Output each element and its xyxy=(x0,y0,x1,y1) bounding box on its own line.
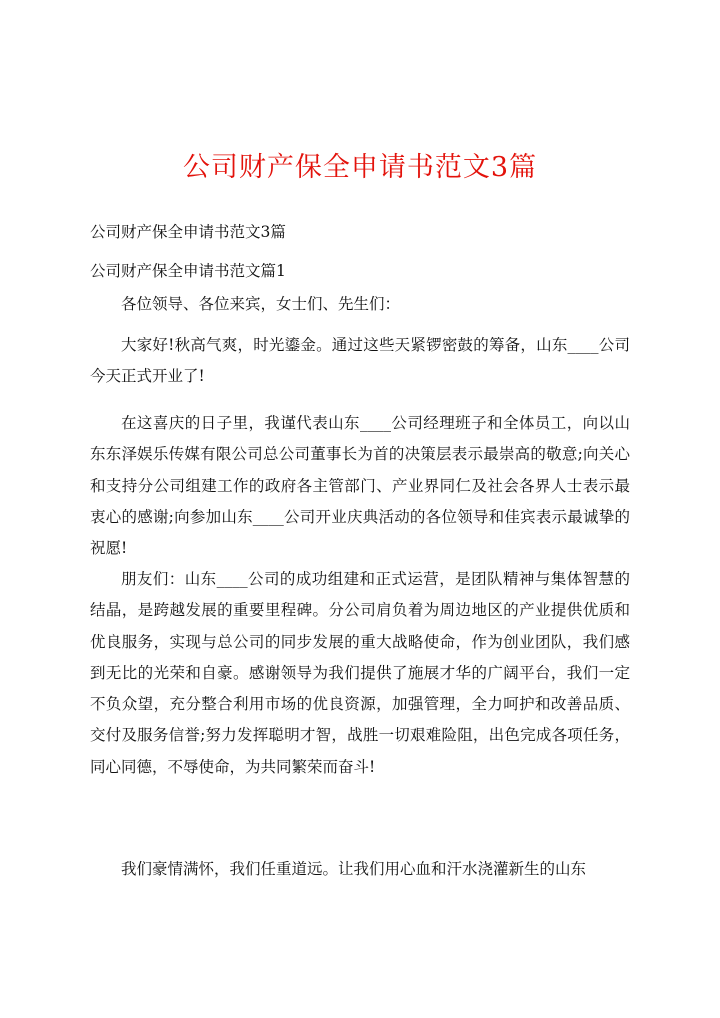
paragraph-closing: 我们豪情满怀，我们任重道远。让我们用心血和汗水浇灌新生的山东 xyxy=(121,860,587,878)
document-subheading: 公司财产保全申请书范文篇1 xyxy=(90,262,286,280)
paragraph-thanks: 在这喜庆的日子里，我谨代表山东____公司经理班子和全体员工，向以山东东泽娱乐传媒有限公司总公司董事长为首的决策层表示最崇高的敬意;向关心和支持分公司组建工作的政府各主管部门、产业界同仁及社会各界人士表示最衷心的感谢;向参加山东____公司开业庆典活动的各位领导和佳宾表示最诚挚的祝愿! xyxy=(90,414,630,558)
paragraph-opening: 大家好!秋高气爽，时光鎏金。通过这些天紧锣密鼓的筹备，山东____公司今天正式开业了! xyxy=(90,336,630,386)
paragraph-friends: 朋友们：山东____公司的成功组建和正式运营，是团队精神与集体智慧的结晶，是跨越发展的重要里程碑。分公司肩负着为周边地区的产业提供优质和优良服务，实现与总公司的同步发展的重大战略使命，作为创业团队，我们感到无比的光荣和自豪。感谢领导为我们提供了施展才华的广阔平台，我们一定不负众望，充分整合利用市场的优良资源，加强管理，全力呵护和改善品质、交付及服务信誉;努力发挥聪明才智，战胜一切艰难险阻，出色完成各项任务，同心同德，不辱使命，为共同繁荣而奋斗! xyxy=(90,570,630,776)
paragraph-greeting: 各位领导、各位来宾，女士们、先生们： xyxy=(121,295,401,313)
document-heading: 公司财产保全申请书范文3篇 xyxy=(90,223,286,241)
document-title: 公司财产保全申请书范文3篇 xyxy=(182,152,538,183)
